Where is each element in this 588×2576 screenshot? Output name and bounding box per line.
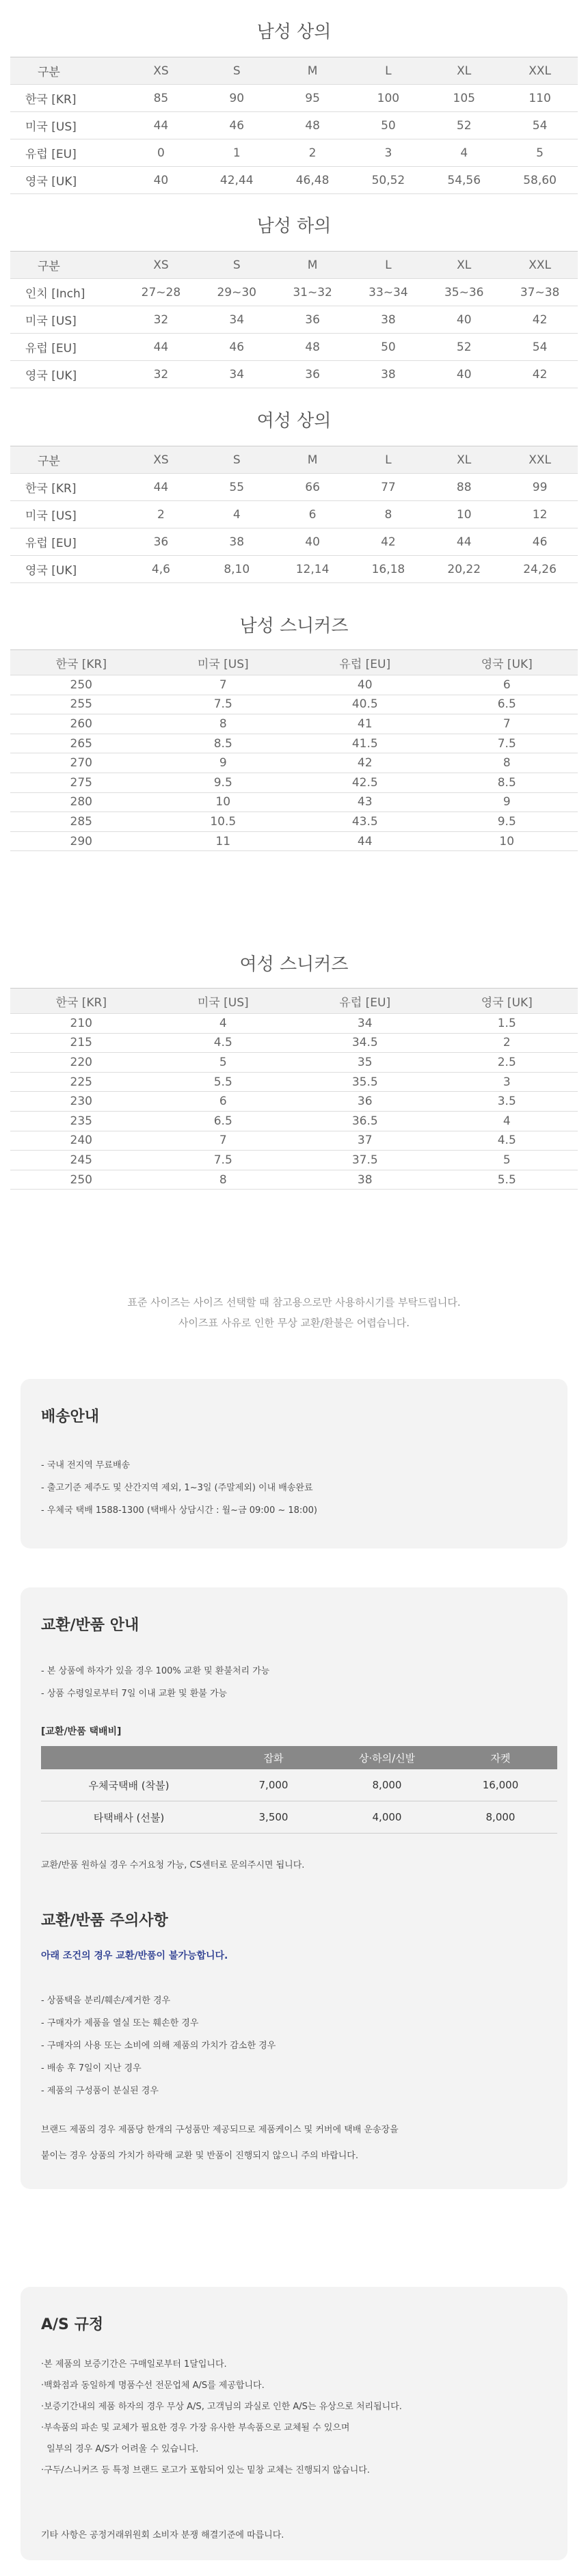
table-cell: 유럽 [EU] xyxy=(10,528,123,556)
table-cell: 0 xyxy=(123,139,199,167)
table-cell: 77 xyxy=(350,474,426,501)
table-cell: 5.5 xyxy=(152,1072,295,1092)
exchange-box xyxy=(21,1587,567,2189)
table-cell: 3 xyxy=(350,139,426,167)
table-cell: 34 xyxy=(199,361,275,388)
table-cell: 8,000 xyxy=(330,1769,444,1801)
table-cell: 24,26 xyxy=(502,556,578,583)
exchange-list xyxy=(41,1660,269,1705)
as-list xyxy=(41,2354,402,2481)
table-cell: 4.5 xyxy=(436,1131,578,1151)
table-cell: 275 xyxy=(10,773,152,792)
fee-note: 교환/반품 원하실 경우 수거요청 가능, CS센터로 문의주시면 됩니다. xyxy=(41,1860,305,1870)
table-cell: 우체국택배 (착불) xyxy=(41,1769,217,1801)
women-sneakers-section xyxy=(0,950,588,1190)
table-cell: 한국 [KR] xyxy=(10,474,123,501)
table-cell: 9.5 xyxy=(436,812,578,832)
table-cell: 12 xyxy=(502,501,578,528)
table-row xyxy=(10,1072,578,1092)
table-header-cell: 구분 xyxy=(10,446,123,474)
table-row xyxy=(10,812,578,832)
table-cell: 34 xyxy=(199,306,275,334)
table-cell: 영국 [UK] xyxy=(10,167,123,194)
list-item: ·본 제품의 보증기간은 구매일로부터 1달입니다. xyxy=(41,2359,227,2370)
table-cell: 58,60 xyxy=(502,167,578,194)
table-header-cell: XS xyxy=(123,57,199,85)
table-row xyxy=(10,279,578,306)
table-cell: 40.5 xyxy=(294,695,436,714)
table-cell: 210 xyxy=(10,1014,152,1034)
list-item: - 본 상품에 하자가 있을 경우 100% 교환 및 환불처리 가능 xyxy=(41,1666,270,1676)
table-header-cell: 미국 [US] xyxy=(152,989,295,1014)
table-cell: 8,000 xyxy=(444,1801,557,1834)
table-cell: 8.5 xyxy=(152,734,295,753)
table-cell: 55 xyxy=(199,474,275,501)
fee-table xyxy=(41,1746,557,1834)
table-cell: 46 xyxy=(199,112,275,139)
table-cell: 4 xyxy=(199,501,275,528)
table-cell: 66 xyxy=(275,474,351,501)
table-cell: 34 xyxy=(294,1014,436,1034)
table-cell: 44 xyxy=(123,474,199,501)
table-header-cell: L xyxy=(350,57,426,85)
list-item: ·백화점과 동일하게 명품수선 전문업체 A/S를 제공합니다. xyxy=(41,2380,265,2391)
table-cell: 10.5 xyxy=(152,812,295,832)
table-header-cell: 한국 [KR] xyxy=(10,650,152,675)
table-cell: 5 xyxy=(502,139,578,167)
list-item: - 상품 수령일로부터 7일 이내 교환 및 환불 가능 xyxy=(41,1689,228,1699)
table-row xyxy=(10,306,578,334)
table-cell: 6.5 xyxy=(436,695,578,714)
table-row xyxy=(10,167,578,194)
table-header-cell: 잡화 xyxy=(217,1746,330,1769)
section-title: 여성 스니커즈 xyxy=(239,954,349,975)
shipping-box xyxy=(21,1379,567,1548)
table-cell: 미국 [US] xyxy=(10,501,123,528)
table-row xyxy=(10,1170,578,1190)
table-cell: 29~30 xyxy=(199,279,275,306)
table-header-cell: L xyxy=(350,252,426,279)
table-cell: 90 xyxy=(199,85,275,112)
table-cell: 10 xyxy=(436,831,578,851)
table-cell: 34.5 xyxy=(294,1033,436,1053)
table-cell: 5 xyxy=(152,1053,295,1073)
table-cell: 37 xyxy=(294,1131,436,1151)
table-cell: 7,000 xyxy=(217,1769,330,1801)
list-item: - 구매자가 제품을 열실 또는 훼손한 경우 xyxy=(41,2018,199,2028)
table-row xyxy=(10,773,578,792)
table-cell: 50,52 xyxy=(350,167,426,194)
table-cell: 215 xyxy=(10,1033,152,1053)
list-item: 일부의 경우 A/S가 어려울 수 있습니다. xyxy=(41,2444,199,2454)
table-header-cell: XXL xyxy=(502,446,578,474)
table-row xyxy=(10,753,578,773)
table-cell: 7 xyxy=(152,1131,295,1151)
fee-title: [교환/반품 택배비] xyxy=(41,1726,122,1737)
table-cell: 8,10 xyxy=(199,556,275,583)
table-cell: 8 xyxy=(350,501,426,528)
as-title: A/S 규정 xyxy=(41,2316,104,2333)
table-header-cell: 상·하의/신발 xyxy=(330,1746,444,1769)
shipping-list xyxy=(41,1454,317,1522)
table-cell: 2 xyxy=(436,1033,578,1053)
table-header-cell: XL xyxy=(426,446,502,474)
table-header-cell: XL xyxy=(426,57,502,85)
table-cell: 인치 [Inch] xyxy=(10,279,123,306)
table-row xyxy=(10,501,578,528)
exchange-title: 교환/반품 안내 xyxy=(41,1617,139,1634)
table-cell: 235 xyxy=(10,1111,152,1131)
table-cell: 한국 [KR] xyxy=(10,85,123,112)
women-top-section xyxy=(0,407,588,583)
table-cell: 3,500 xyxy=(217,1801,330,1834)
table-cell: 40 xyxy=(123,167,199,194)
list-item: - 구매자의 사용 또는 소비에 의해 제품의 가치가 감소한 경우 xyxy=(41,2041,276,2051)
table-cell: 42 xyxy=(502,306,578,334)
table-header-cell: 영국 [UK] xyxy=(436,989,578,1014)
table-cell: 280 xyxy=(10,792,152,812)
table-cell: 4 xyxy=(426,139,502,167)
list-item: - 출고기준 제주도 및 산간지역 제외, 1~3일 (주말제외) 이내 배송완료 xyxy=(41,1483,313,1493)
table-header-cell: S xyxy=(199,446,275,474)
table-cell: 6 xyxy=(152,1092,295,1112)
table-cell: 6 xyxy=(275,501,351,528)
table-header-row xyxy=(10,650,578,675)
table-cell: 27~28 xyxy=(123,279,199,306)
table-header-cell: XXL xyxy=(502,57,578,85)
table-cell: 40 xyxy=(294,675,436,695)
table-cell: 100 xyxy=(350,85,426,112)
table-cell: 7.5 xyxy=(436,734,578,753)
table-cell: 44 xyxy=(123,334,199,361)
table-cell: 42 xyxy=(294,753,436,773)
table-cell: 220 xyxy=(10,1053,152,1073)
table-cell: 5.5 xyxy=(436,1170,578,1190)
table-cell: 54,56 xyxy=(426,167,502,194)
table-header-cell: 자켓 xyxy=(444,1746,557,1769)
table-cell: 32 xyxy=(123,361,199,388)
table-row xyxy=(41,1769,557,1801)
table-cell: 4.5 xyxy=(152,1033,295,1053)
list-item: ·구두/스니커즈 등 특정 브랜드 로고가 포함되어 있는 밑창 교체는 진행되지 않습니다. xyxy=(41,2465,370,2476)
table-header-cell: 구분 xyxy=(10,252,123,279)
table-row xyxy=(10,792,578,812)
table-cell: 10 xyxy=(426,501,502,528)
table-cell: 225 xyxy=(10,1072,152,1092)
table-cell: 52 xyxy=(426,334,502,361)
table-row xyxy=(10,1151,578,1170)
men-top-section xyxy=(0,18,588,194)
table-cell: 46 xyxy=(199,334,275,361)
table-cell: 미국 [US] xyxy=(10,112,123,139)
table-cell: 5 xyxy=(436,1151,578,1170)
table-header-cell: 유럽 [EU] xyxy=(294,989,436,1014)
table-cell: 7 xyxy=(152,675,295,695)
table-header-cell: 한국 [KR] xyxy=(10,989,152,1014)
table-cell: 85 xyxy=(123,85,199,112)
table-cell: 42,44 xyxy=(199,167,275,194)
table-cell: 31~32 xyxy=(275,279,351,306)
table-cell: 7 xyxy=(436,714,578,734)
table-header-cell: L xyxy=(350,446,426,474)
brand-note-line-1: 브랜드 제품의 경우 제품당 한개의 구성품만 제공되므로 제품케이스 및 커버에 택배 운송장을 xyxy=(41,2125,399,2135)
table-header-cell: 구분 xyxy=(10,57,123,85)
table-cell: 4,6 xyxy=(123,556,199,583)
table-cell: 105 xyxy=(426,85,502,112)
table-cell: 6 xyxy=(436,675,578,695)
table-header-cell: XS xyxy=(123,252,199,279)
table-cell: 110 xyxy=(502,85,578,112)
table-cell: 36 xyxy=(275,306,351,334)
as-box xyxy=(21,2287,567,2560)
table-header-row xyxy=(10,446,578,474)
table-row xyxy=(10,1033,578,1053)
table-cell: 2 xyxy=(275,139,351,167)
table-cell: 285 xyxy=(10,812,152,832)
men-sneakers-section xyxy=(0,612,588,851)
caution-list xyxy=(41,1989,276,2102)
table-cell: 3 xyxy=(436,1072,578,1092)
table-row xyxy=(10,695,578,714)
list-item: - 배송 후 7일이 지난 경우 xyxy=(41,2063,142,2074)
table-cell: 240 xyxy=(10,1131,152,1151)
table-cell: 6.5 xyxy=(152,1111,295,1131)
table-header-cell: S xyxy=(199,252,275,279)
table-cell: 48 xyxy=(275,334,351,361)
table-cell: 영국 [UK] xyxy=(10,361,123,388)
table-header-cell: 유럽 [EU] xyxy=(294,650,436,675)
size-note xyxy=(0,1292,588,1333)
table-cell: 255 xyxy=(10,695,152,714)
as-footer: 기타 사항은 공정거래위원회 소비자 분쟁 해결기준에 따릅니다. xyxy=(41,2530,284,2540)
table-cell: 41 xyxy=(294,714,436,734)
table-header-cell: M xyxy=(275,57,351,85)
table-cell: 35.5 xyxy=(294,1072,436,1092)
table-cell: 44 xyxy=(426,528,502,556)
table-header-cell xyxy=(41,1746,217,1769)
table-cell: 270 xyxy=(10,753,152,773)
section-title: 여성 상의 xyxy=(256,411,332,431)
table-cell: 230 xyxy=(10,1092,152,1112)
table-cell: 40 xyxy=(426,306,502,334)
section-title: 남성 상의 xyxy=(256,22,332,42)
table-row xyxy=(10,556,578,583)
table-cell: 40 xyxy=(426,361,502,388)
table-cell: 36 xyxy=(294,1092,436,1112)
table-header-cell: 영국 [UK] xyxy=(436,650,578,675)
men-bottom-section xyxy=(0,212,588,388)
size-note-line-2: 사이즈표 사유로 인한 무상 교환/환불은 어렵습니다. xyxy=(178,1317,410,1329)
table-cell: 42 xyxy=(502,361,578,388)
table-cell: 3.5 xyxy=(436,1092,578,1112)
table-cell: 54 xyxy=(502,112,578,139)
shipping-title: 배송안내 xyxy=(41,1408,100,1425)
men-sneakers-table xyxy=(10,649,578,851)
women-sneakers-table xyxy=(10,988,578,1190)
table-row xyxy=(41,1801,557,1834)
table-row xyxy=(10,112,578,139)
table-cell: 16,18 xyxy=(350,556,426,583)
section-title: 남성 하의 xyxy=(256,216,332,237)
table-cell: 4 xyxy=(436,1111,578,1131)
table-row xyxy=(10,1111,578,1131)
table-cell: 250 xyxy=(10,1170,152,1190)
table-cell: 4 xyxy=(152,1014,295,1034)
table-cell: 유럽 [EU] xyxy=(10,334,123,361)
table-cell: 43.5 xyxy=(294,812,436,832)
table-cell: 영국 [UK] xyxy=(10,556,123,583)
table-cell: 38 xyxy=(350,361,426,388)
list-item: - 상품택을 분리/훼손/제거한 경우 xyxy=(41,1996,171,2006)
table-cell: 48 xyxy=(275,112,351,139)
table-header-row xyxy=(10,989,578,1014)
table-cell: 35 xyxy=(294,1053,436,1073)
table-header-cell: XXL xyxy=(502,252,578,279)
table-cell: 33~34 xyxy=(350,279,426,306)
men-bottom-table xyxy=(10,251,578,388)
table-cell: 260 xyxy=(10,714,152,734)
men-top-table xyxy=(10,57,578,194)
caution-highlight: 아래 조건의 경우 교환/반품이 불가능합니다. xyxy=(41,1950,228,1961)
brand-note-line-2: 붙이는 경우 상품의 가치가 하락해 교환 및 반품이 진행되지 않으니 주의 바랍니다. xyxy=(41,2151,359,2161)
table-header-cell: XS xyxy=(123,446,199,474)
table-cell: 36 xyxy=(123,528,199,556)
table-cell: 54 xyxy=(502,334,578,361)
table-cell: 46 xyxy=(502,528,578,556)
table-row xyxy=(10,528,578,556)
table-cell: 타택배사 (선불) xyxy=(41,1801,217,1834)
table-cell: 52 xyxy=(426,112,502,139)
table-cell: 12,14 xyxy=(275,556,351,583)
table-cell: 8.5 xyxy=(436,773,578,792)
table-row xyxy=(10,334,578,361)
table-header-row xyxy=(10,57,578,85)
table-cell: 16,000 xyxy=(444,1769,557,1801)
table-row xyxy=(10,139,578,167)
table-cell: 1 xyxy=(199,139,275,167)
table-header-cell: XL xyxy=(426,252,502,279)
list-item: ·보증기간내의 제품 하자의 경우 무상 A/S, 고객님의 과실로 인한 A/S는 유상으로 처리됩니다. xyxy=(41,2402,402,2412)
table-header-cell: 미국 [US] xyxy=(152,650,295,675)
list-item: ·부속품의 파손 및 교체가 필요한 경우 가장 유사한 부속품으로 교체될 수 있으며 xyxy=(41,2423,350,2433)
table-row xyxy=(10,474,578,501)
table-cell: 95 xyxy=(275,85,351,112)
list-item: - 우체국 택배 1588-1300 (택배사 상담시간 : 월~금 09:00 ~ 18:00) xyxy=(41,1505,317,1516)
table-cell: 2.5 xyxy=(436,1053,578,1073)
size-note-line-1: 표준 사이즈는 사이즈 선택할 때 참고용으로만 사용하시기를 부탁드립니다. xyxy=(127,1296,461,1309)
table-cell: 38 xyxy=(350,306,426,334)
table-cell: 245 xyxy=(10,1151,152,1170)
table-cell: 1.5 xyxy=(436,1014,578,1034)
table-row xyxy=(10,361,578,388)
table-cell: 50 xyxy=(350,334,426,361)
table-header-row xyxy=(10,252,578,279)
table-cell: 250 xyxy=(10,675,152,695)
table-cell: 8 xyxy=(152,714,295,734)
table-cell: 9.5 xyxy=(152,773,295,792)
table-cell: 99 xyxy=(502,474,578,501)
caution-title: 교환/반품 주의사항 xyxy=(41,1912,168,1929)
table-cell: 290 xyxy=(10,831,152,851)
table-cell: 유럽 [EU] xyxy=(10,139,123,167)
table-header-cell: M xyxy=(275,252,351,279)
list-item: - 국내 전지역 무료배송 xyxy=(41,1460,131,1471)
table-cell: 265 xyxy=(10,734,152,753)
table-cell: 36 xyxy=(275,361,351,388)
table-cell: 88 xyxy=(426,474,502,501)
table-header-cell: S xyxy=(199,57,275,85)
table-row xyxy=(10,734,578,753)
table-cell: 11 xyxy=(152,831,295,851)
table-header-cell: M xyxy=(275,446,351,474)
table-header-row xyxy=(41,1746,557,1769)
table-cell: 8 xyxy=(152,1170,295,1190)
table-cell: 9 xyxy=(152,753,295,773)
table-cell: 7.5 xyxy=(152,695,295,714)
table-row xyxy=(10,1092,578,1112)
table-cell: 10 xyxy=(152,792,295,812)
table-cell: 41.5 xyxy=(294,734,436,753)
table-cell: 미국 [US] xyxy=(10,306,123,334)
table-cell: 35~36 xyxy=(426,279,502,306)
women-top-table xyxy=(10,446,578,583)
table-cell: 7.5 xyxy=(152,1151,295,1170)
table-cell: 38 xyxy=(294,1170,436,1190)
list-item: - 제품의 구성품이 분실된 경우 xyxy=(41,2086,159,2096)
table-cell: 46,48 xyxy=(275,167,351,194)
table-cell: 44 xyxy=(123,112,199,139)
table-row xyxy=(10,831,578,851)
table-row xyxy=(10,85,578,112)
table-cell: 42.5 xyxy=(294,773,436,792)
table-cell: 32 xyxy=(123,306,199,334)
table-row xyxy=(10,1131,578,1151)
table-cell: 4,000 xyxy=(330,1801,444,1834)
table-cell: 37~38 xyxy=(502,279,578,306)
table-cell: 50 xyxy=(350,112,426,139)
table-cell: 43 xyxy=(294,792,436,812)
table-cell: 40 xyxy=(275,528,351,556)
table-cell: 20,22 xyxy=(426,556,502,583)
table-row xyxy=(10,1014,578,1034)
table-cell: 36.5 xyxy=(294,1111,436,1131)
table-row xyxy=(10,1053,578,1073)
table-row xyxy=(10,675,578,695)
table-cell: 8 xyxy=(436,753,578,773)
table-cell: 9 xyxy=(436,792,578,812)
table-cell: 44 xyxy=(294,831,436,851)
table-cell: 37.5 xyxy=(294,1151,436,1170)
table-cell: 42 xyxy=(350,528,426,556)
table-row xyxy=(10,714,578,734)
section-title: 남성 스니커즈 xyxy=(239,616,349,636)
table-cell: 38 xyxy=(199,528,275,556)
table-cell: 2 xyxy=(123,501,199,528)
